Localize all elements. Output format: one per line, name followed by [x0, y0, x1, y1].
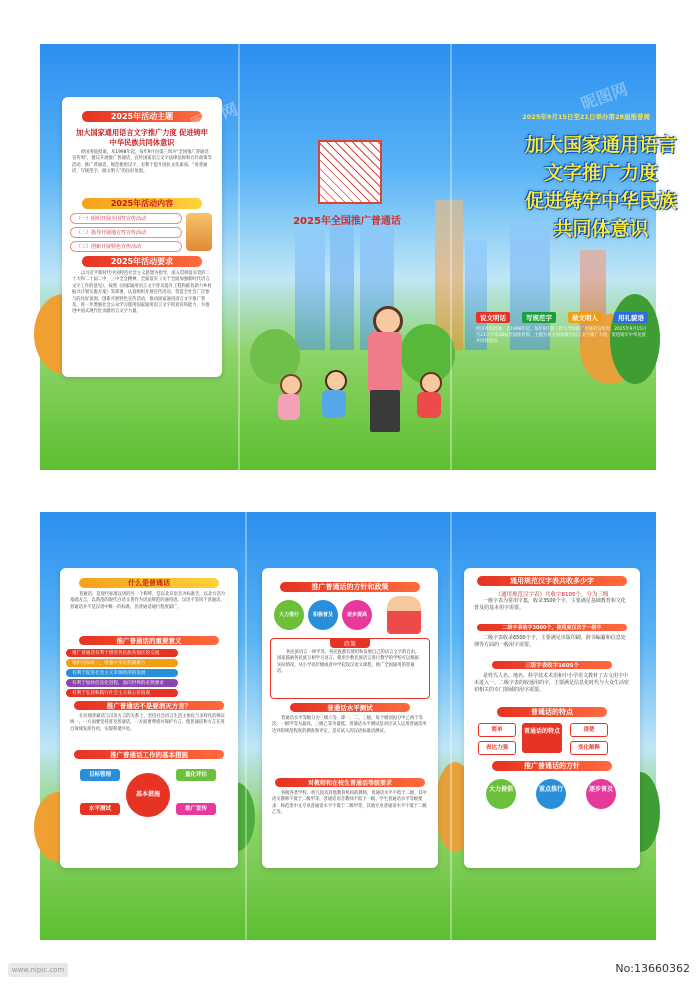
slogan-tag: 写规范字: [522, 312, 556, 323]
policy-sub: 政策: [330, 639, 370, 648]
content-item: （三）创新开展特色宣传活动: [70, 241, 182, 252]
policy2-title: 推广普通话的方针: [492, 761, 612, 771]
teacher-body: 各级各类学校、幼儿园及其他教育机构的教师，普通话水平不低于二级，其中语文教师不低于二级甲等，普通话语音教师不低于一级。学生普通话水平等级要求：师范类中文专业普通话水平不低于二级甲等，其他专业普通话水平不低于二级乙等。: [272, 791, 428, 816]
what-title: 什么是普通话: [79, 578, 219, 588]
importance-title: 推广普通话的重要意义: [79, 636, 219, 645]
work-center: 基本措施: [126, 773, 170, 817]
importance-item: 有利于加快信息化进程，面向世界的必然要求: [66, 679, 178, 687]
site-logo: www.nipic.com: [8, 963, 68, 977]
level3: 是姓氏人名、地名、科学技术术语和中小学语文教材了古文用字中未进入一、二级字表的较通用的字，主要满足信息化时代与大众生活密切相关的专门领域的用字需要。: [474, 673, 630, 693]
fold-line: [450, 512, 452, 940]
what-body: 普通话，是现代标准汉语的另一个称呼，是以北京语音为标准音，以北方话为基础方言，以典范的现代白话文著作为语法规范的通用语。汉语不等同于普通话，普通话并不是汉语中唯一的标准，但普通话通行程度最广。: [70, 592, 226, 610]
back-left-panel: [60, 568, 238, 868]
work-title: 推广普通话工作的基本措施: [74, 750, 224, 759]
work-item: 量化评估: [176, 769, 216, 781]
child-head: [420, 372, 442, 394]
footer-bar: [0, 955, 700, 985]
main-title-line: 文字推广力度: [543, 162, 658, 184]
watermark: 昵图网: [188, 99, 241, 134]
back-right-panel: [464, 568, 640, 868]
teacher-illustration: [387, 596, 421, 634]
main-title-line: 加大国家通用语言: [524, 134, 677, 156]
traits-center: 普通话的特点: [522, 723, 562, 753]
importance-item: 有利于弘扬和践行社会主义核心价值观: [66, 689, 178, 697]
level2-title: 二级字表收字3000个，使用度仅次于一级字: [477, 624, 627, 631]
theme-body: 经国务院批准，从1998年起，每年9月份第三周为“全国推广普通话宣传周”，建议开展推广普通话、宣传国家语言文字法律法规和方针政策等活动。推广普通话、规范使用汉字，有利于提升国民文化素质，“说普通话、写规范字、做文明人”的良好氛围。: [72, 150, 212, 175]
policy-body: 各民族语言一律平等。各民族都有使用和发展自己的语言文字的自由。国家鼓励各民族互相学习语言。使用少数民族语言进行教学的学校可以根据实际情况，从小学高年级或者中学起设汉语文课程，推广全国通用的普通话。: [277, 650, 420, 675]
fold-line: [245, 512, 247, 940]
child-body: [278, 394, 300, 420]
building: [295, 230, 325, 350]
policy-title: 推广普通话的方针和政策: [280, 582, 420, 592]
theme-title: 2025年活动主题: [82, 111, 202, 122]
middle-caption: 2025年全国推广普通话: [293, 216, 401, 227]
front-sheet: [40, 44, 677, 470]
work-item: 推广宣传: [176, 803, 216, 815]
child-body: [417, 392, 441, 418]
dialect-body: 在处理普通话与汉语方言的关系上，坚持社会语言生活主体化与多样化的辩证统一，一方面要坚持普及普通话，一方面要尊重并保护方言，使普通话和方言在各自领域发挥作用，实现和谐共处。: [70, 714, 226, 732]
fold-line: [238, 44, 240, 470]
level2: 二级字表收录6500个字，主要满足出版印刷、辞书编纂和信息处理等方面的一般用字需要。: [474, 635, 626, 648]
watermark: 昵图网: [578, 79, 631, 114]
trait: 简单: [478, 723, 516, 737]
importance-item: 推广普通话有利于增进各民族各地区的交流: [66, 649, 178, 657]
work-item: 水平测试: [80, 803, 120, 815]
back-middle-panel: [262, 568, 438, 868]
test-body: 普通话水平等级分为三级六等，即一、二、三级，每个级别再分甲乙两个等次；一级甲等为最高，三级乙等为最低。普通话水平测试是对应试人运用普通话所达到的规范程度的测查和评定，是应试人的汉语标准语测试。: [272, 716, 427, 734]
teacher-title: 对教师和在校生普通话等级要求: [275, 778, 425, 787]
require-title: 2025年活动要求: [82, 256, 202, 267]
chars-intro: 《通用规范汉字表》共收字8105个，分为三级: [495, 592, 609, 598]
test-title: 普通话水平测试: [290, 703, 410, 712]
level3-title: 三级字表收字1605个: [492, 661, 612, 669]
importance-item: 维护国家统一，增强中华民族凝聚力: [66, 659, 178, 667]
fold-line: [450, 44, 452, 470]
logo-placeholder: [318, 140, 382, 204]
main-title-line: 促进铸牢中华民族: [524, 190, 677, 212]
dialect-title: 推广普通话不是要消灭方言？: [74, 701, 224, 710]
chars-title: 通用规范汉字表共收多少字: [477, 576, 627, 586]
theme-text: 加大国家通用语言文字推广力度 促进铸牢中华民族共同体意识: [76, 128, 208, 147]
level1: 一级字表为常用字集，收录3500个字，主要满足基础教育和文化普及的基本用字需要。: [474, 598, 626, 611]
policy-item: 逐步普及: [586, 779, 616, 809]
traits-title: 普通话的特点: [497, 707, 607, 717]
image-number: No:13660362: [615, 962, 690, 975]
work-item: 目标管理: [80, 769, 120, 781]
trait: 清楚: [570, 723, 608, 737]
require-body: 以习近平新时代中国特色社会主义思想为指导，深入贯彻落实党的二十大和二十届二中、三中全会精神，全面落实《关于全面加强新时代语言文字工作的意见》，按照《国家通用语言文字普及提升工程和推普助力乡村振兴计划实施方案》等部署，认真组织开展宣传活动，营造全社会广泛参与的良好氛围，创新开展特色宣传活动，推动国家通用语言文字推广普及，进一步增强社会公众学习使用国家通用语言文字的意识和能力，为推进中国式现代化贡献语言文字力量。: [72, 271, 212, 315]
activity-panel: [62, 97, 222, 377]
event-date: 2025年9月15日至21日举办第28届推普周: [522, 113, 650, 121]
content-item: （二）指导开展地方性宣传活动: [70, 227, 182, 238]
main-title-line: 共同体意识: [553, 218, 649, 240]
policy-item: 重点推行: [536, 779, 566, 809]
books-illustration: [186, 213, 212, 251]
policy-item: 大力提倡: [486, 779, 516, 809]
policy-circle: 逐步提高: [342, 600, 372, 630]
trait: 变化解释: [570, 741, 608, 755]
content-title: 2025年活动内容: [82, 198, 202, 209]
child-body: [322, 390, 346, 418]
slogan-tag: 说文明话: [476, 312, 510, 323]
slogan-tag: 用礼貌语: [614, 312, 648, 323]
teacher-body: [368, 332, 402, 392]
teacher-skirt: [370, 390, 400, 432]
back-sheet: [40, 512, 656, 940]
child-head: [325, 370, 347, 392]
child-head: [280, 374, 302, 396]
content-item: （一）组织开展全国性宣传活动: [70, 213, 182, 224]
trait: 表达力强: [478, 741, 516, 755]
importance-item: 有利于促进社会主义市场经济的发展: [66, 669, 178, 677]
policy-circle: 积极普及: [308, 600, 338, 630]
slogan-tag: 做文明人: [568, 312, 602, 323]
policy-circle: 大力推行: [274, 600, 304, 630]
right-body: 经国务院批准，自1998年起，每年9月第三周为全国推广普通话宣传周。2025年9月15日至21日为第28届全国推普周，主题为加大国家通用语言文字推广力度，促进铸牢中华民族共同体意识。: [476, 327, 647, 345]
